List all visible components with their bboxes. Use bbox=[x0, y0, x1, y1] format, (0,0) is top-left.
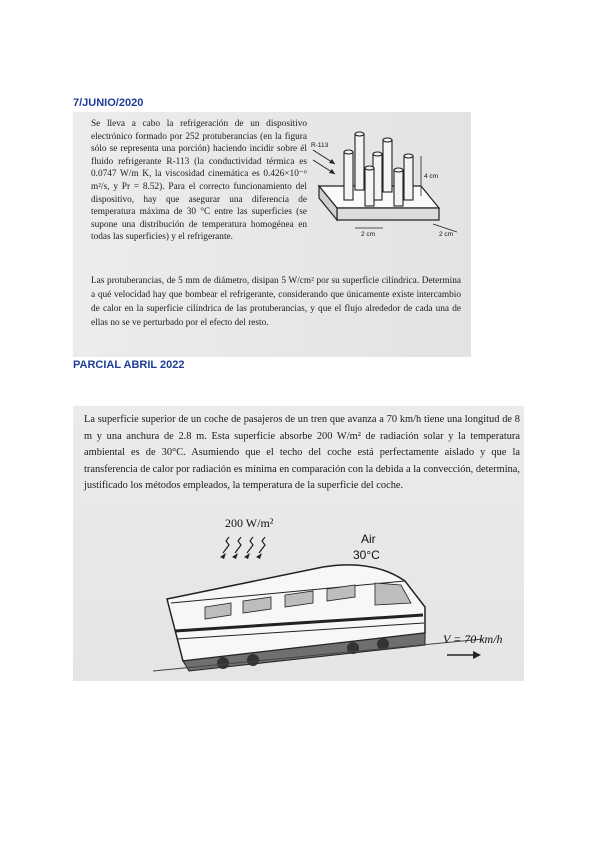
train-figure bbox=[143, 511, 503, 677]
air-label: Air bbox=[361, 532, 376, 546]
height-label: 4 cm bbox=[424, 173, 439, 180]
section-heading-2020: 7/JUNIO/2020 bbox=[73, 97, 144, 109]
problem-paragraph-b: Las protuberancias, de 5 mm de diámetro, disipan 5 W/cm² por su superficie cilíndrica. Determina a qué velocidad hay que bombear el refrigerante, considerando que únicamente existe intercambio de calor en la superficie cilíndrica de las protuberancias, y que el flujo alrededor de cada una de ellas no se ve perturbado por el efecto del resto. bbox=[91, 276, 461, 328]
radiation-label: 200 W/m² bbox=[225, 516, 274, 530]
problem-paragraph: La superficie superior de un coche de pasajeros de un tren que avanza a 70 km/h tiene una longitud de 8 m y una anchura de 2.8 m. Esta superficie absorbe 200 W/m² de radiación solar y la temperatura ambiental es de 30°C. Asumiendo que el techo del coche está perfectamente aislado y que la transferencia de calor por radiación es mínima en comparación con la debida a la convección, determina, justificado los métodos empleados, la temperatura de la superficie del coche. bbox=[84, 414, 520, 492]
air-temp-label: 30°C bbox=[353, 548, 380, 562]
spacing-label-2: 2 cm bbox=[439, 231, 454, 238]
spacing-label-1: 2 cm bbox=[361, 231, 376, 238]
scanned-problem-2020 bbox=[73, 112, 471, 357]
protuberances-figure bbox=[311, 120, 469, 238]
section-heading-2022: PARCIAL ABRIL 2022 bbox=[73, 359, 185, 371]
fluid-label: R-113 bbox=[311, 142, 329, 149]
scanned-problem-2022 bbox=[73, 406, 524, 681]
problem-paragraph-a: Se lleva a cabo la refrigeración de un dispositivo electrónico formado por 252 protuberancias (en la figura sólo se representa una porción) haciendo incidir sobre él fluido refrigerante R-113 (la conductividad térmica es 0.0747 W/m K, la viscosidad cinemática es 0.426×10⁻⁶ m²/s, y Pr = 8.52). Para el correcto funcionamiento del dispositivo, hay que asegurar una diferencia de temperatura máxima de 30 °C entre las superficies (se supone una distribución de temperatura homogénea en todas las superficies) y el refrigerante. bbox=[91, 119, 307, 243]
velocity-label: V = 70 km/h bbox=[443, 632, 503, 646]
